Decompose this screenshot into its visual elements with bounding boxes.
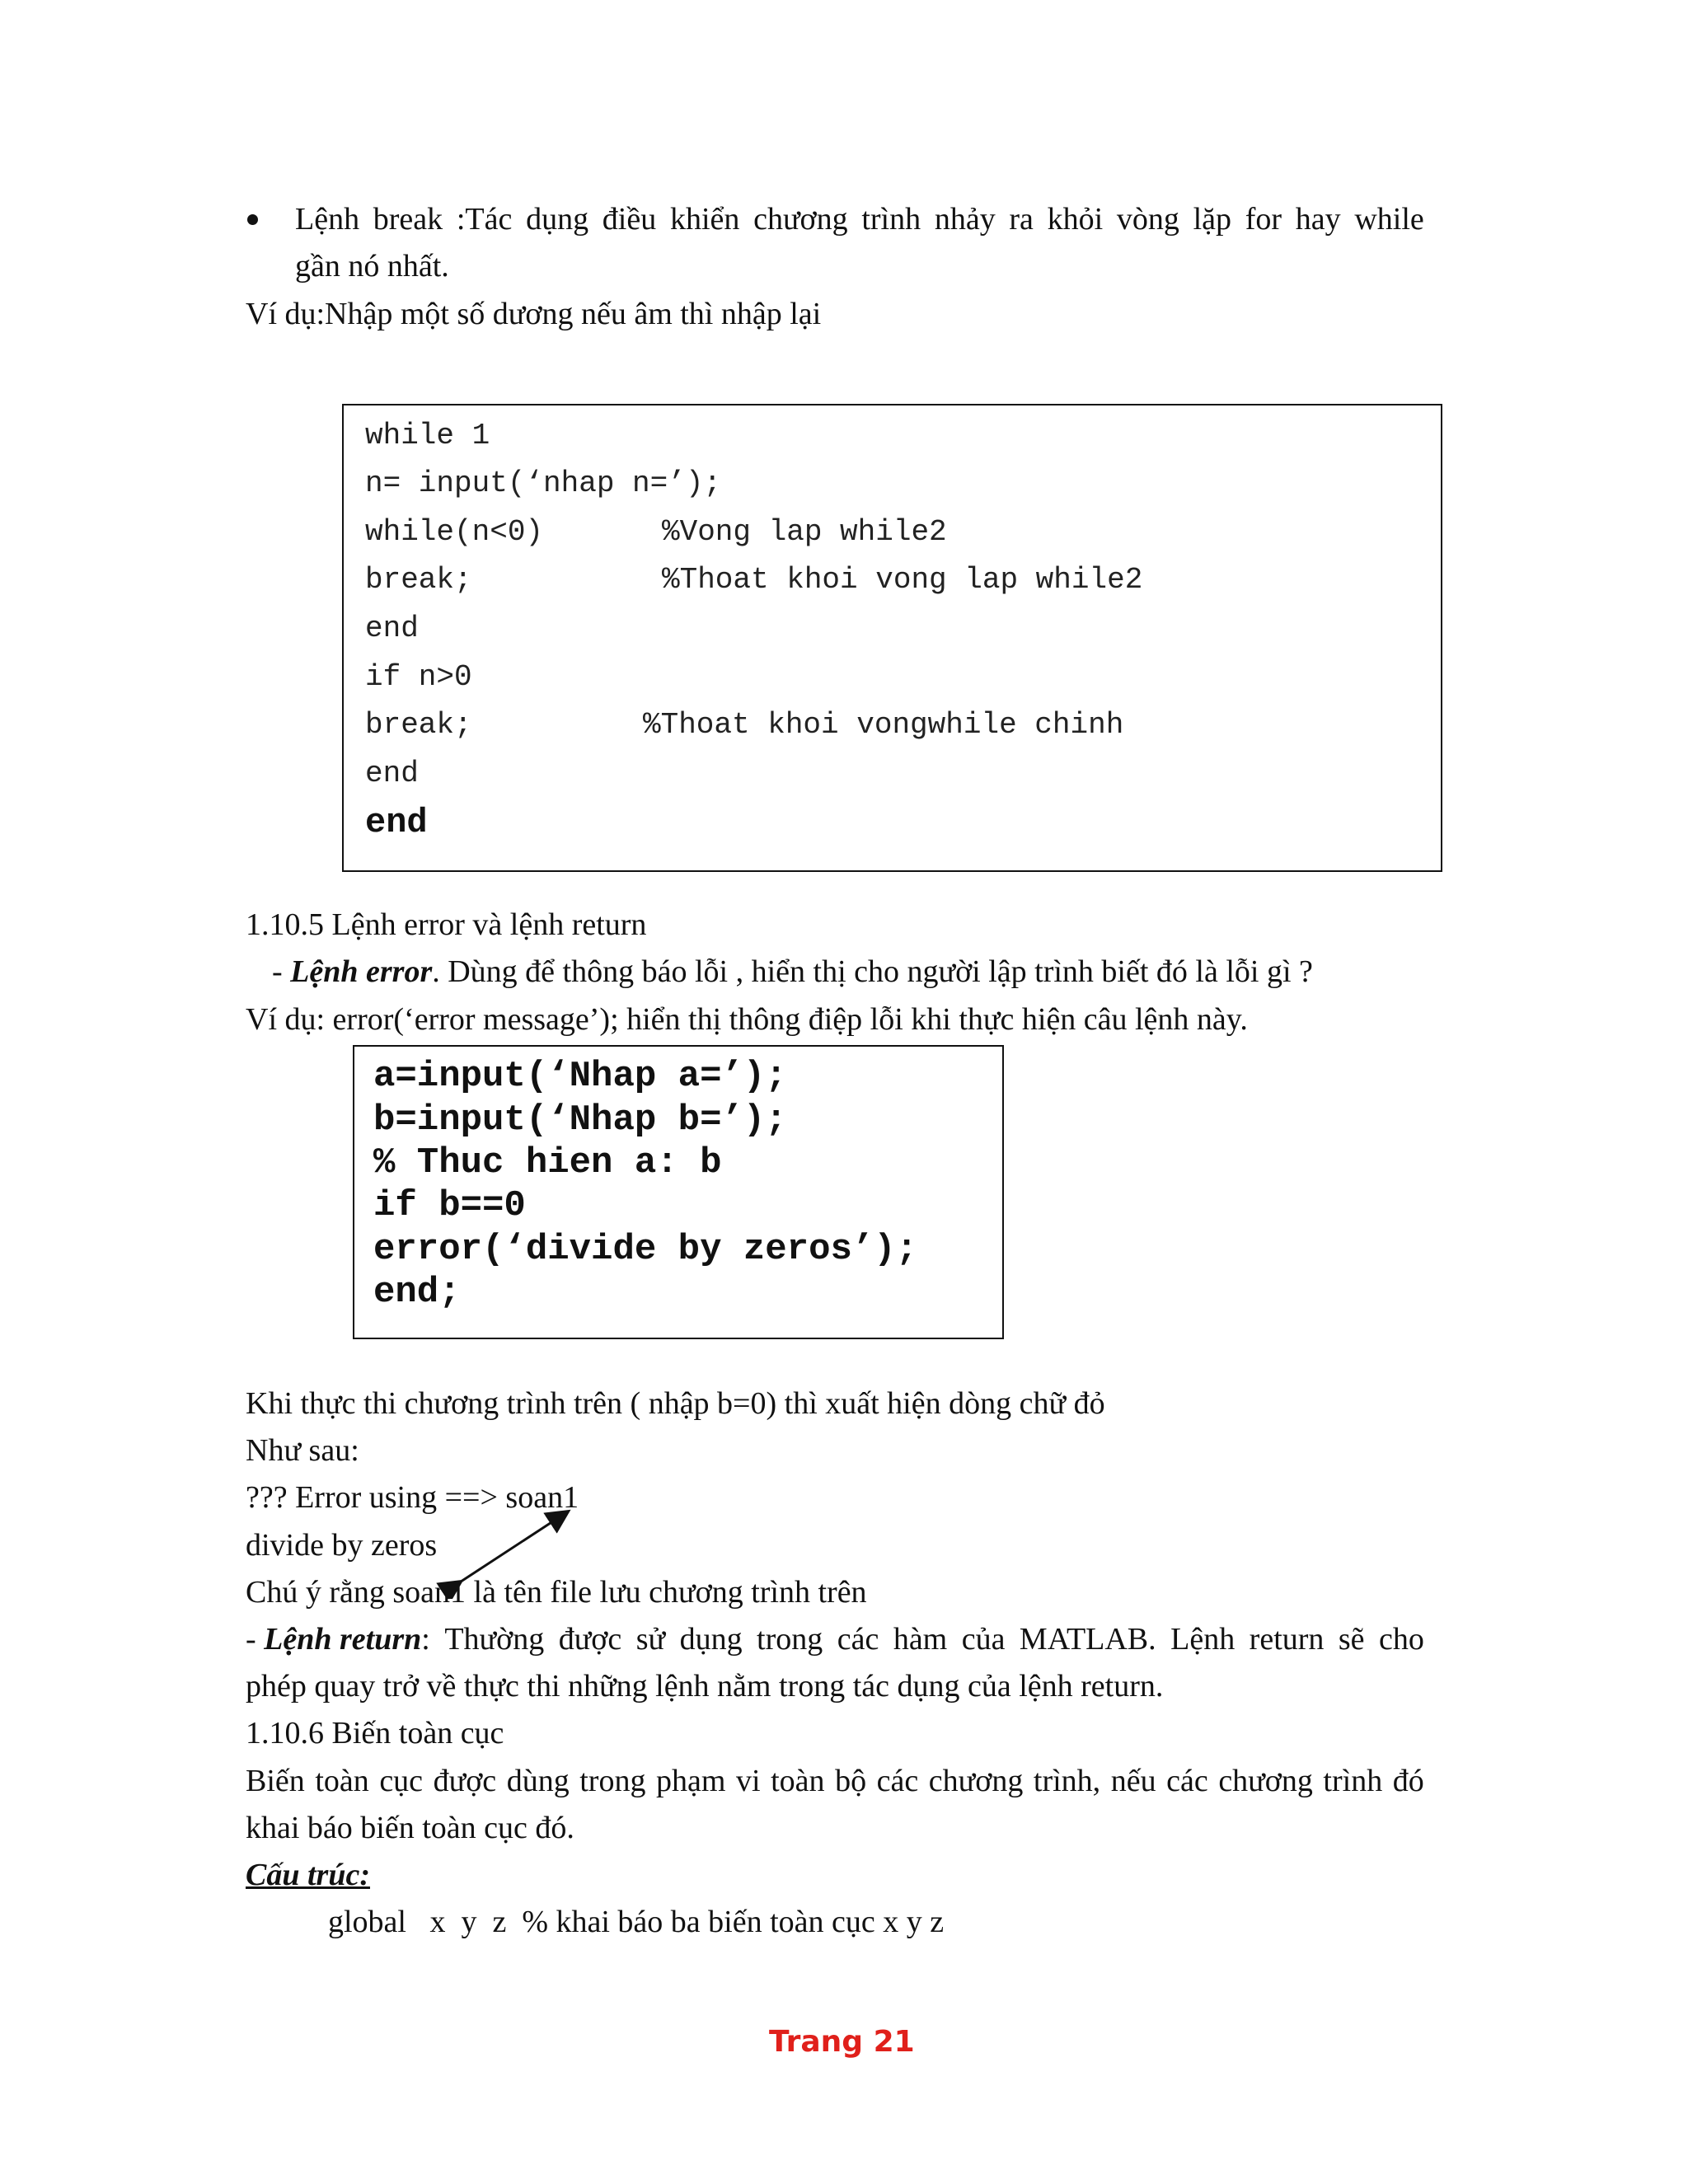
bullet-line1-word: lặp (1193, 202, 1232, 237)
bullet-line1-word: vòng (1116, 202, 1179, 237)
return-line1-word: của (961, 1622, 1006, 1657)
bullet-line1-word: break (373, 202, 443, 237)
code1-line-9: end (365, 803, 428, 842)
code2-line-1: a=input(‘Nhap a=’); (373, 1056, 787, 1097)
code1-line-5: end (365, 612, 419, 645)
code1-line-1: while 1 (365, 419, 490, 452)
global-line1-word: các (1166, 1764, 1208, 1798)
code2-line-4: if b==0 (373, 1185, 526, 1226)
error-description (272, 951, 1313, 992)
bullet-line1-word: chương (753, 202, 848, 237)
return-line1-word: dụng (679, 1622, 743, 1657)
code1-line-4: break; (365, 563, 472, 597)
code1-comment-1: %Vong lap while2 (662, 515, 947, 549)
bullet-line1-word: Lệnh (295, 202, 360, 237)
structure-label: Cấu trúc: (246, 1858, 370, 1892)
return-line1-word: các (837, 1622, 879, 1657)
return-prefix: - (246, 1622, 265, 1657)
return-term: Lệnh return (264, 1622, 422, 1657)
error-text: . Dùng để thông báo lỗi , hiển thị cho người lập trình biết đó là lỗi gì ? (432, 954, 1313, 989)
code1-line-3: while(n<0) (365, 515, 544, 549)
code1-line-2: n= input(‘nhap n=’); (365, 466, 722, 500)
bullet-line1-word: while (1354, 202, 1424, 237)
return-term-group (246, 1619, 430, 1660)
global-line1-word: trong (579, 1764, 646, 1798)
global-line1-word: vi (736, 1764, 761, 1798)
global-line1-word: chương (1218, 1764, 1313, 1798)
code1-line-6: if n>0 (365, 660, 472, 694)
global-line1-word: trình, (1033, 1764, 1101, 1798)
return-line1-word: MATLAB. (1019, 1622, 1156, 1657)
return-line1-word: Thường (444, 1622, 545, 1657)
global-line1-word: chương (928, 1764, 1024, 1798)
global-line1-word: được (433, 1764, 497, 1798)
code1-comment-2: %Thoat khoi vong lap while2 (662, 563, 1143, 597)
bullet-line1-word: khỏi (1047, 202, 1104, 237)
arrow-graphic (429, 1500, 577, 1599)
global-line1-word: Biến (246, 1764, 305, 1798)
return-line1-word: hàm (893, 1622, 948, 1657)
return-line1-word: return (1249, 1622, 1325, 1657)
output-error-line: ??? Error using ==> soan1 (246, 1480, 579, 1515)
return-line1-word: sẽ (1338, 1622, 1365, 1657)
global-line-1 (246, 1760, 1424, 1802)
global-line1-word: dùng (506, 1764, 570, 1798)
return-line1-word: Lệnh (1170, 1622, 1236, 1657)
bullet-line-2: gần nó nhất. (295, 249, 449, 284)
code1-line-8: end (365, 757, 419, 790)
example-1-text: Ví dụ:Nhập một số dương nếu âm thì nhập lại (246, 297, 822, 331)
global-line1-word: trình (1323, 1764, 1383, 1798)
return-line1-word: trong (757, 1622, 823, 1657)
output-note: Chú ý rằng soan1 là tên file lưu chương trình trên (246, 1575, 867, 1610)
global-line1-word: bộ (835, 1764, 867, 1798)
code2-line-3: % Thuc hien a: b (373, 1142, 722, 1183)
section-heading-1-10-5: 1.10.5 Lệnh error và lệnh return (246, 907, 647, 942)
return-colon: : (421, 1622, 430, 1657)
bullet-line1-word: ra (1009, 202, 1034, 237)
global-line1-word: toàn (315, 1764, 369, 1798)
bullet-line1-word: :Tác (456, 202, 513, 237)
return-line1-word: được (558, 1622, 622, 1657)
global-line1-word: các (876, 1764, 919, 1798)
bullet-line1-word: nhảy (934, 202, 996, 237)
output-message-line: divide by zeros (246, 1528, 438, 1563)
return-line1-word: sử (635, 1622, 666, 1657)
bullet-line1-word: dụng (526, 202, 589, 237)
arrow-line (453, 1516, 560, 1586)
section-heading-1-10-6: 1.10.6 Biến toàn cục (246, 1716, 504, 1750)
code1-comment-3: %Thoat khoi vongwhile chinh (643, 708, 1124, 742)
bullet-line1-word: trình (861, 202, 921, 237)
page-number: Trang 21 (769, 2025, 915, 2059)
global-syntax-line: global x y z % khai báo ba biến toàn cục x y z (328, 1905, 945, 1939)
bullet-line1-word: for (1245, 202, 1282, 237)
output-intro: Khi thực thi chương trình trên ( nhập b=0) thì xuất hiện dòng chữ đỏ (246, 1386, 1105, 1421)
error-example: Ví dụ: error(‘error message’); hiển thị thông điệp lỗi khi thực hiện câu lệnh này. (246, 1002, 1248, 1037)
return-line-1 (246, 1619, 1424, 1660)
return-line1-word: cho (1379, 1622, 1424, 1657)
code2-line-5: error(‘divide by zeros’); (373, 1229, 918, 1270)
code1-line-7: break; (365, 708, 472, 742)
code2-line-6: end; (373, 1272, 461, 1313)
bullet-dot (247, 214, 258, 225)
code2-line-2: b=input(‘Nhap b=’); (373, 1099, 787, 1141)
output-as-follows: Như sau: (246, 1433, 359, 1468)
error-term: Lệnh error (290, 954, 433, 989)
global-line1-word: toàn (771, 1764, 825, 1798)
bullet-line-1 (295, 199, 1424, 240)
bullet-line1-word: khiển (669, 202, 740, 237)
bullet-line1-word: điều (602, 202, 657, 237)
global-line1-word: cục (379, 1764, 424, 1798)
error-prefix: - (272, 954, 291, 989)
global-line-2: khai báo biến toàn cục đó. (246, 1811, 574, 1845)
bullet-line1-word: hay (1295, 202, 1341, 237)
return-line-2: phép quay trở về thực thi những lệnh nằm trong tác dụng của lệnh return. (246, 1669, 1164, 1704)
global-line1-word: đó (1392, 1764, 1424, 1798)
global-line1-word: nếu (1110, 1764, 1156, 1798)
global-line1-word: phạm (656, 1764, 726, 1798)
